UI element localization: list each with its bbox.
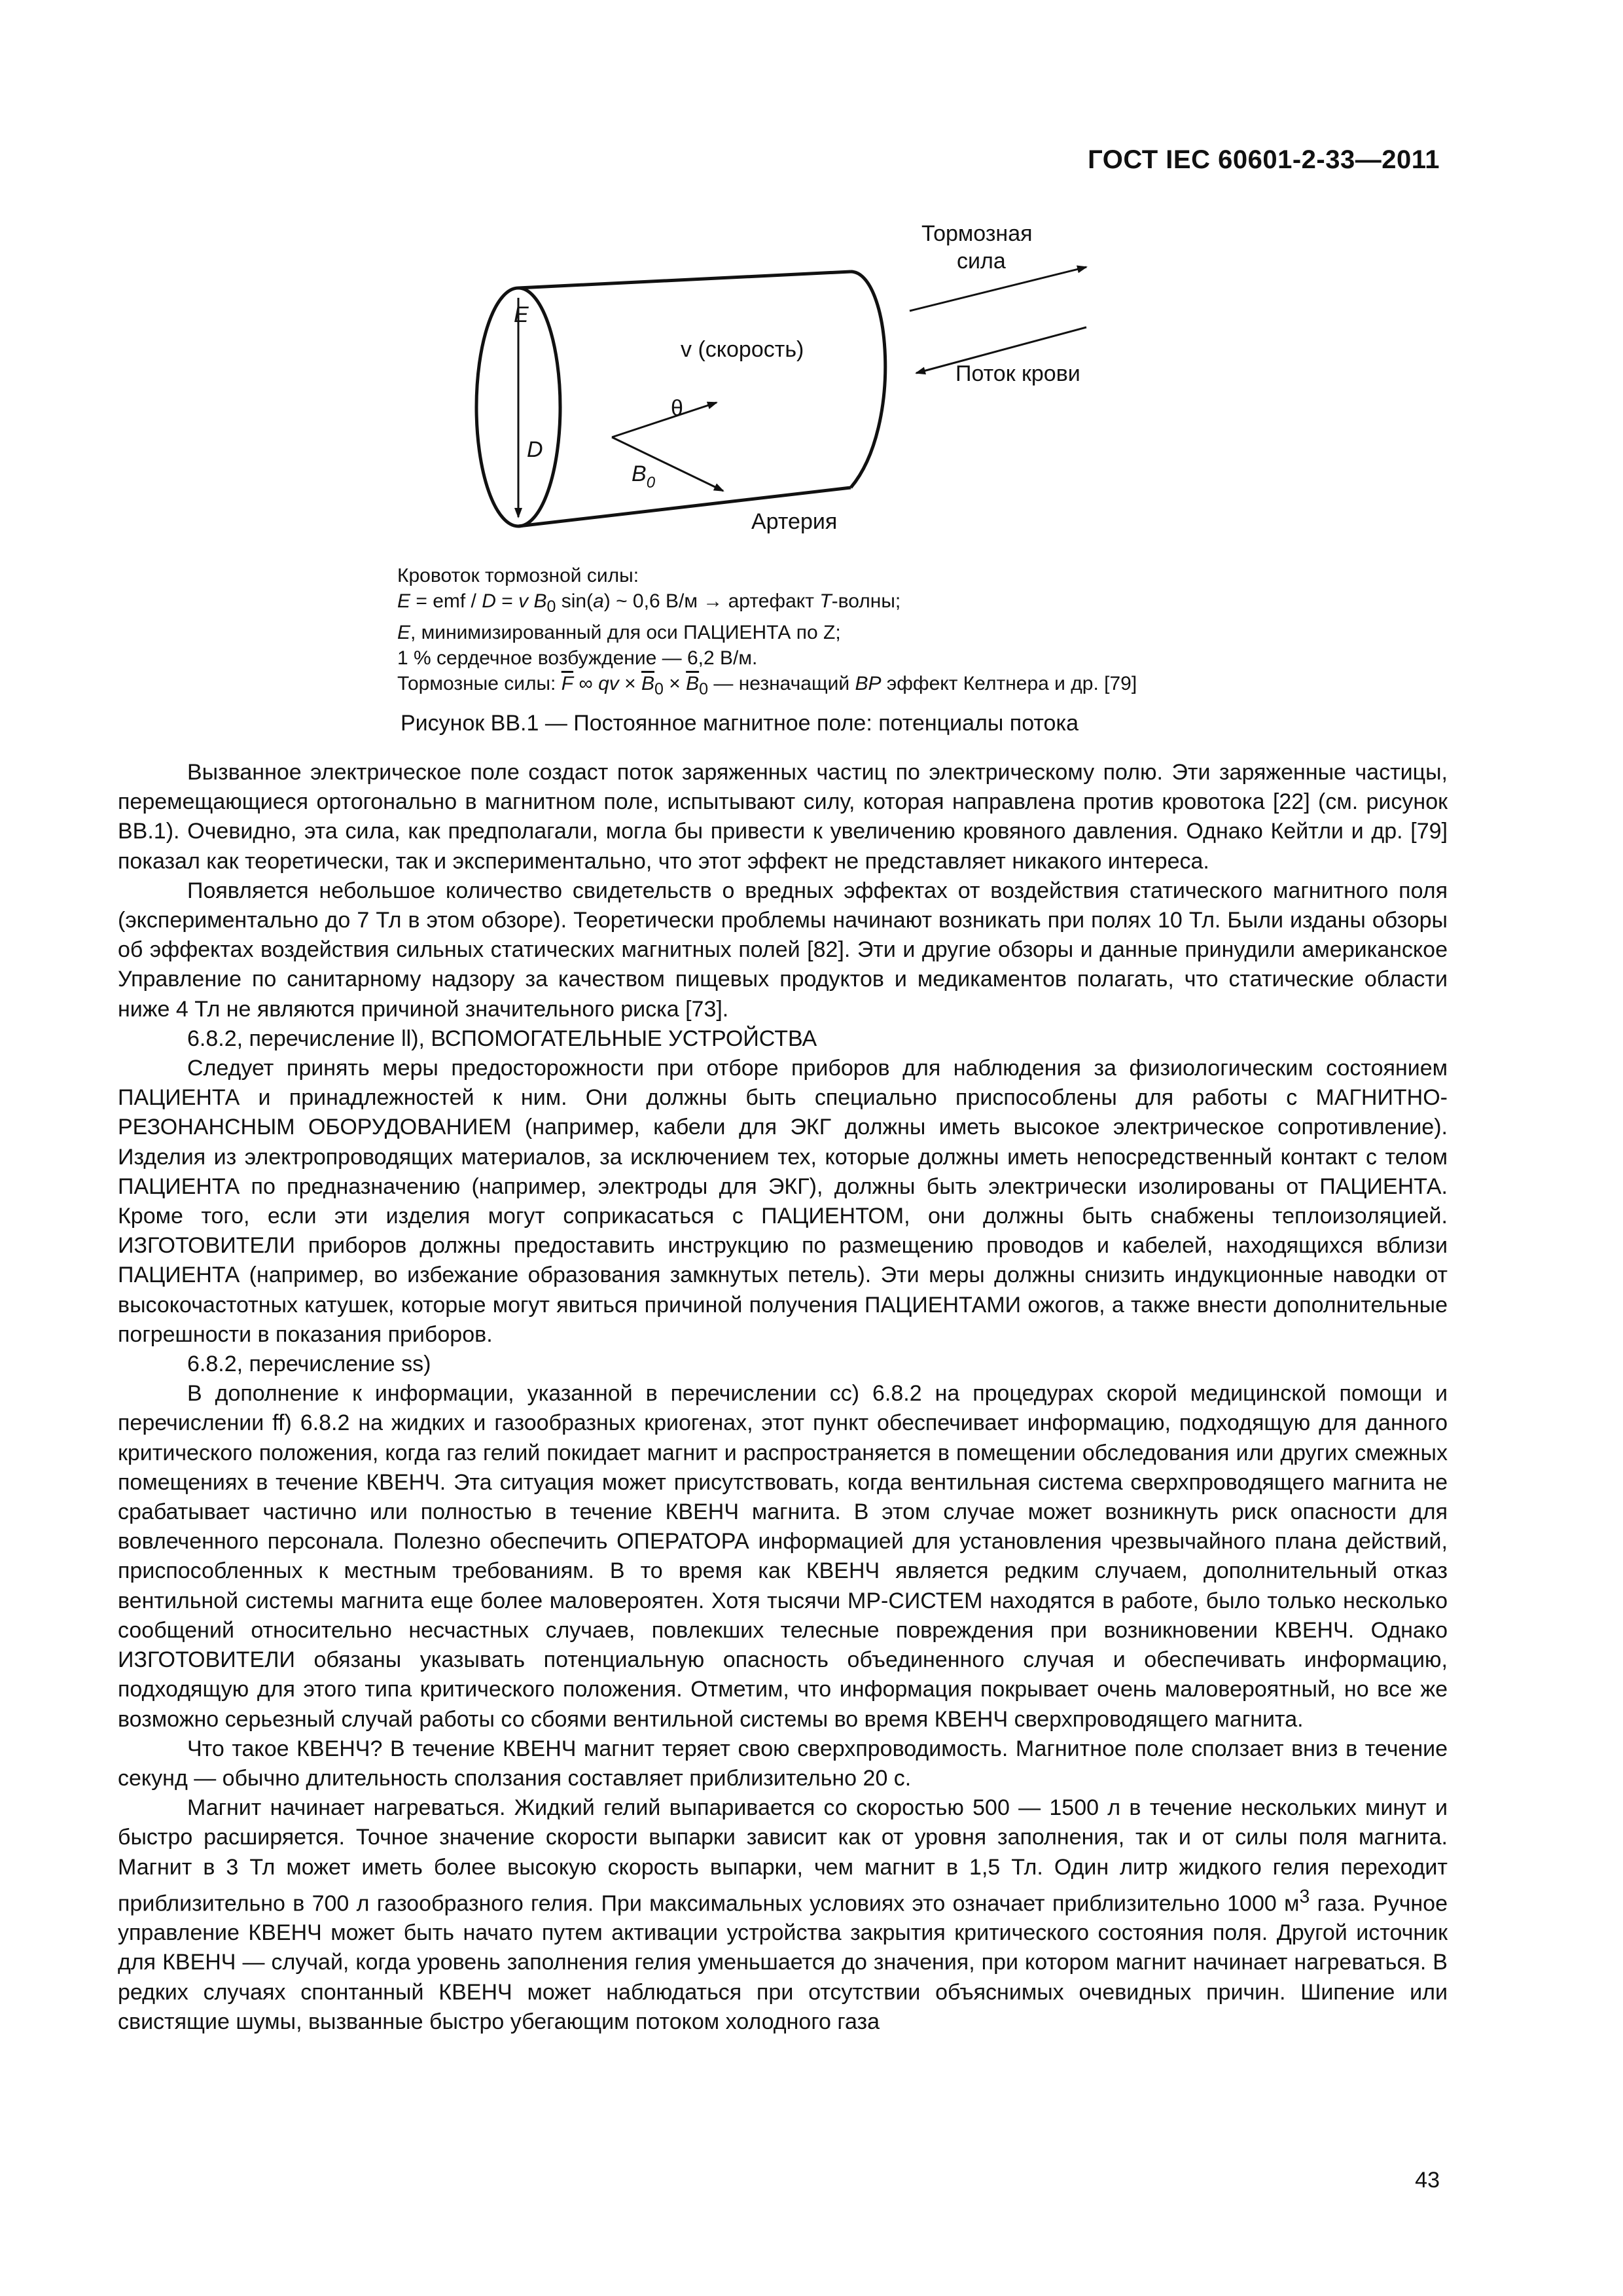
note-line-1: Кровоток тормозной силы: [397,565,639,586]
section-heading-ll: 6.8.2, перечисление ll), ВСПОМОГАТЕЛЬНЫЕ УСТРОЙСТВА [187,1026,817,1051]
paragraph-1: Вызванное электрическое поле создаст поток заряженных частиц по электрическому полю. Эти заряженные частицы, перемещающиеся ортогонально в магнитном поле, испытывают силу, которая направлена против кровотока [22] (см. рисунок BB.1). Очевидно, эта сила, как предполагали, могла бы привести к увеличению кровяного давления. Однако Кейтли и др. [79] показал как теоретически, так и экспериментально, что этот эффект не представляет никакого интереса. [118,760,1448,874]
velocity-vector [612,403,717,437]
label-blood-flow: Поток крови [955,361,1080,386]
note-line-5: Тормозные силы: $\overline{F}$ ∞ qv × $\overline{B}_0 \times \overline{B}_0$ — незначащий BP эффект Келтнера и др. [79] [397,673,1137,698]
section-heading-ss: 6.8.2, перечисление ss) [187,1352,431,1377]
paragraph-4: В дополнение к информации, указанной в перечислении cc) 6.8.2 на процедурах скорой медицинской помощи и перечислении ff) 6.8.2 на жидких и газообразных криогенах, этот пункт обеспечивает информацию, подходящую для данного критического положения, когда газ гелий покидает магнит и распространяется в помещении обследования или других смежных помещениях в течение КВЕНЧ. Эта ситуация может присутствовать, когда вентильная система сверхпроводящего магнита не срабатывает частично или полностью в течение КВЕНЧ магнита. В этом случае может возникнуть риск опасности для вовлеченного персонала. Полезно обеспечить ОПЕРАТОРА информацией для установления чрезвычайного плана действий, приспособленных к местным требованиям. В то время как КВЕНЧ является редким случаем, дополнительный отказ вентильной системы магнита еще более маловероятен. Хотя тысячи МР-СИСТЕМ находятся в работе, было только несколько сообщений относительно несчастных случаев, повлекших телесные повреждения при возникновении КВЕНЧ. Однако ИЗГОТОВИТЕЛИ обязаны указывать потенциальную опасность объединенного случая и обеспечивать информацию, подходящую для этого типа критического положения. Отметим, что информация покрывает очень маловероятный, но все же возможно серьезный случай работы со сбоями вентильной системы во время КВЕНЧ сверхпроводящего магнита. [118,1381,1448,1732]
label-velocity: v (скорость) [681,337,804,362]
brake-force-arrow [910,267,1086,311]
paragraph-2: Появляется небольшое количество свидетельств о вредных эффектах от воздействия статического магнитного поля (экспериментально до 7 Тл в этом обзоре). Теоретически проблемы начинают возникать при полях 10 Тл. Были изданы обзоры об эффектах воздействия сильных статических магнитных полей [82]. Эти и другие обзоры и данные принудили американское Управление по санитарному надзору за качеством пищевых продуктов и медикаментов полагать, что статические области ниже 4 Тл не являются причиной значительного риска [73]. [118,878,1448,1022]
artery-figure [366,209,1283,576]
paragraph-5: Что такое КВЕНЧ? В течение КВЕНЧ магнит теряет свою сверхпроводимость. Магнитное поле сползает вниз в течение секунд — обычно длительность сползания составляет приблизительно 20 с. [118,1736,1448,1791]
body-text [118,758,1448,2037]
artery-top-edge [518,272,851,288]
figure-notes [397,563,1137,702]
label-d: D [527,437,543,462]
page-number: 43 [1415,2168,1440,2193]
artery-back-arc [851,272,885,488]
paragraph-6: Магнит начинает нагреваться. Жидкий гелий выпаривается со скоростью 500 — 1500 л в течение нескольких минут и быстро расширяется. Точное значение скорости выпарки зависит как от уровня заполнения, так и от силы поля магнита. Магнит в 3 Тл может иметь более высокую скорость выпарки, чем магнит в 1,5 Тл. Один литр жидкого гелия переходит приблизительно в 700 л газообразного гелия. При максимальных условиях это означает приблизительно 1000 $м^3$ газа. Ручное управление КВЕНЧ может быть начато путем активации устройства закрытия критического состояния поля. Другой источник для КВЕНЧ — случай, когда уровень заполнения гелия уменьшается до значения, при котором магнит начинает нагреваться. В редких случаях спонтанный КВЕНЧ может наблюдаться при отсутствии объяснимых очевидных причин. Шипение или свистящие шумы, вызванные быстро убегающим потоком холодного газа [118,1795,1448,2034]
label-theta: θ [671,396,683,421]
paragraph-3: Следует принять меры предосторожности при отборе приборов для наблюдения за физиологическим состоянием ПАЦИЕНТА и принадлежностей к ним. Они должны быть специально приспособлены для работы с МАГНИТНО-РЕЗОНАНСНЫМ ОБОРУДОВАНИЕМ (например, кабели для ЭКГ должны иметь высокое электрическое сопротивление). Изделия из электропроводящих материалов, за исключением тех, которые должны иметь непосредственный контакт с телом ПАЦИЕНТА по предназначению (например, электроды для ЭКГ), должны быть электрически изолированы от ПАЦИЕНТА. Кроме того, если эти изделия могут соприкасаться с ПАЦИЕНТОМ, они должны быть снабжены теплоизоляцией. ИЗГОТОВИТЕЛИ приборов должны предоставить инструкцию по размещению проводов и кабелей, находящихся вблизи ПАЦИЕНТА (например, во избежание образования замкнутых петель). Эти меры должны снизить индукционные наводки от высокочастотных катушек, которые могут явиться причиной получения ПАЦИЕНТАМИ ожогов, а также внести дополнительные погрешности в показания приборов. [118,1056,1448,1347]
label-b0: $B_0$ [632,461,656,492]
figure-caption: Рисунок BB.1 — Постоянное магнитное поле: потенциалы потока [401,711,1079,736]
label-brake-force-1: Тормозная [921,221,1033,246]
document-code-header: ГОСТ IEC 60601-2-33—2011 [1088,145,1440,174]
b0-vector [612,437,723,491]
label-artery: Артерия [751,509,838,534]
note-line-3: E, минимизированный для оси ПАЦИЕНТА по Z; [397,622,841,643]
label-e: E [514,302,529,327]
label-brake-force-2: сила [957,249,1006,274]
note-line-2: E = emf / D = v $B_0$ sin(a) ~ 0,6 В/м → артефакт T-волны; [397,590,901,616]
artery-diagram [366,209,1283,576]
note-line-4: 1 % сердечное возбуждение — 6,2 В/м. [397,647,758,669]
